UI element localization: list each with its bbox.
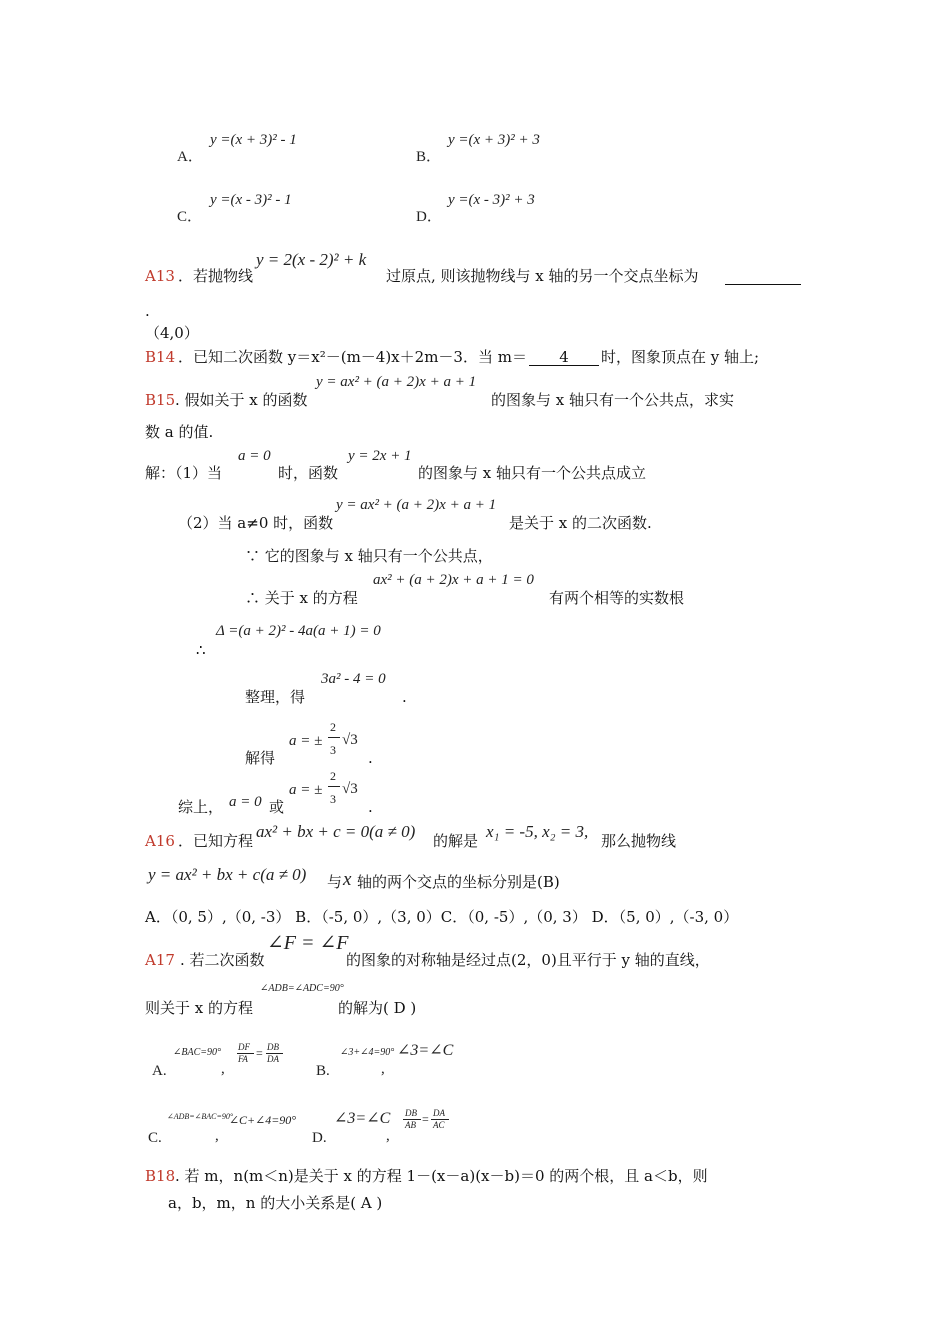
q18-line2: a，b，m，n 的大小关系是( A ) xyxy=(168,1194,383,1212)
q16-equation: ax² + bx + c = 0(a ≠ 0) xyxy=(256,822,416,841)
q16-post3: 轴的两个交点的坐标分别是(B) xyxy=(357,873,560,891)
q15-step4-eq: ax² + (a + 2)x + a + 1 = 0 xyxy=(373,572,534,588)
q15-step6-pre: 整理，得 xyxy=(245,688,306,706)
q15-step8-radical: √3 xyxy=(342,781,358,797)
q15-step7-numerator: 2 xyxy=(330,720,336,734)
q15-step7-pre: 解得 xyxy=(245,749,276,767)
q13-number: A13 xyxy=(145,267,175,285)
q17-option-d-label: D. xyxy=(312,1130,327,1146)
q17-option-d-eq1: ∠3=∠C xyxy=(334,1110,391,1127)
comma: , xyxy=(221,1061,225,1077)
q15-step7-radical: √3 xyxy=(342,732,358,748)
q15-step6-eq: 3a² - 4 = 0 xyxy=(321,671,386,687)
q17-option-b-label: B. xyxy=(316,1063,330,1079)
q17-option-d-frac2-den: AC xyxy=(433,1120,445,1130)
q14-post: 时，图象顶点在 y 轴上; xyxy=(601,348,760,366)
q13-post: 过原点, 则该抛物线与 x 轴的另一个交点坐标为 xyxy=(386,267,699,285)
q16-number: A16 xyxy=(145,832,175,850)
q16-mid: 的解是 xyxy=(433,832,479,850)
q18-number: B18 xyxy=(145,1167,176,1185)
comma: , xyxy=(386,1128,390,1144)
q17-number: A17 xyxy=(145,951,175,969)
q15-step1-pre: 解：（1）当 xyxy=(145,464,223,482)
q16-equation2: y = ax² + bx + c(a ≠ 0) xyxy=(148,865,307,884)
q15-step8-eq: a = ± xyxy=(289,782,323,798)
q15-step8-numerator: 2 xyxy=(330,769,336,783)
q15-step3: ∵ 它的图象与 x 轴只有一个公共点， xyxy=(245,547,493,565)
q13-blank xyxy=(725,269,801,285)
q15-step4-post: 有两个相等的实数根 xyxy=(549,589,685,607)
q16-x: x xyxy=(343,869,352,890)
option-a-equation: y =(x + 3)² - 1 xyxy=(210,132,297,148)
equals-sign: = xyxy=(256,1046,263,1060)
option-b-equation: y =(x + 3)² + 3 xyxy=(448,132,540,148)
q15-step7-eq: a = ± xyxy=(289,733,323,749)
q13-text: ．若抛物线 xyxy=(178,267,254,285)
q17-option-a-frac1-num: DF xyxy=(238,1042,250,1052)
q13-equation: y = 2(x - 2)² + k xyxy=(256,250,367,269)
fraction-bar xyxy=(328,737,340,738)
q14-text: ．已知二次函数 y＝x²－(m－4)x＋2m－3．当 m＝ xyxy=(178,348,527,366)
q17-option-a-eq: ∠BAC=90° xyxy=(173,1047,222,1058)
therefore-symbol: ∴ xyxy=(196,641,206,659)
option-c-label: C． xyxy=(177,209,203,225)
q17-line2-pre: 则关于 x 的方程 xyxy=(145,999,253,1017)
q16-post: 那么抛物线 xyxy=(601,832,677,850)
q15-step7-dot: . xyxy=(368,749,373,767)
q15-text: . 假如关于 x 的函数 xyxy=(175,391,308,409)
q15-step8-pre: 综上， xyxy=(178,798,224,816)
q15-equation: y = ax² + (a + 2)x + a + 1 xyxy=(316,374,477,390)
q15-step5-eq: Δ =(a + 2)² - 4a(a + 1) = 0 xyxy=(216,623,381,639)
q15-step8-denominator: 3 xyxy=(330,792,336,806)
q15-number: B15 xyxy=(145,391,176,409)
q14-answer: 4 xyxy=(529,350,599,366)
q15-line2: 数 a 的值. xyxy=(145,423,214,441)
q15-post: 的图象与 x 轴只有一个公共点，求实 xyxy=(491,391,734,409)
q16-text: ．已知方程 xyxy=(178,832,254,850)
q15-step4-pre: ∴ 关于 x 的方程 xyxy=(245,589,358,607)
q17-line2-post: 的解为( D ) xyxy=(338,999,417,1017)
q17-text: . 若二次函数 xyxy=(180,951,265,969)
q15-step6-dot: . xyxy=(402,688,407,706)
q16-roots: x₁ = -5, x₂ = 3, xyxy=(486,822,589,841)
q15-step1-post: 的图象与 x 轴只有一个公共点成立 xyxy=(418,464,646,482)
q17-equation: ∠F = ∠F xyxy=(267,932,349,954)
q17-option-c-label: C. xyxy=(148,1130,162,1146)
q17-line2-eq: ∠ADB=∠ADC=90° xyxy=(260,983,344,994)
comma: , xyxy=(381,1061,385,1077)
q17-option-d-frac2-num: DA xyxy=(433,1108,445,1118)
option-c-equation: y =(x - 3)² - 1 xyxy=(210,192,292,208)
option-d-label: D． xyxy=(416,209,442,225)
q15-step8-dot: . xyxy=(368,798,373,816)
q15-step7-denominator: 3 xyxy=(330,743,336,757)
q15-step2-post: 是关于 x 的二次函数. xyxy=(509,514,652,532)
q15-step1-eq: a = 0 xyxy=(238,448,271,464)
equals-sign: = xyxy=(422,1112,429,1126)
q17-option-a-frac2-num: DB xyxy=(267,1042,279,1052)
q17-option-d-frac1-num: DB xyxy=(405,1108,417,1118)
q17-option-a-frac2-den: DA xyxy=(267,1054,279,1064)
fraction-bar xyxy=(328,786,340,787)
q17-option-b-eq2: ∠3=∠C xyxy=(397,1042,454,1059)
option-a-label: A． xyxy=(177,149,203,165)
q17-option-a-frac1-den: FA xyxy=(238,1054,248,1064)
q15-step2-pre: （2）当 a≠0 时，函数 xyxy=(178,514,334,532)
q15-step8-or: 或 xyxy=(269,798,285,816)
q17-option-d-frac1-den: AB xyxy=(405,1120,416,1130)
q16-post2: 与 xyxy=(327,873,343,891)
q16-options: A．（0, 5）,（0, -3） B．（-5, 0）,（3, 0）C．（0, -5）,（0, 3） D．（5, 0）,（-3, 0） xyxy=(145,908,739,926)
q15-step8-eq1: a = 0 xyxy=(229,794,262,810)
q17-option-c-eq2: ∠C+∠4=90° xyxy=(229,1113,297,1127)
q17-option-a-label: A. xyxy=(152,1063,167,1079)
q15-step1-mid: 时，函数 xyxy=(278,464,339,482)
q15-step1-eq2: y = 2x + 1 xyxy=(348,448,412,464)
option-b-label: B． xyxy=(416,149,442,165)
option-d-equation: y =(x - 3)² + 3 xyxy=(448,192,535,208)
comma: , xyxy=(215,1128,219,1144)
q15-step2-eq: y = ax² + (a + 2)x + a + 1 xyxy=(336,497,497,513)
q13-answer: （4,0） xyxy=(145,324,199,342)
q13-dot: . xyxy=(145,302,150,320)
q18-text: . 若 m，n(m＜n)是关于 x 的方程 1－(x－a)(x－b)＝0 的两个根，且 a＜b，则 xyxy=(175,1167,708,1185)
q17-option-b-eq1: ∠3+∠4=90° xyxy=(340,1047,395,1058)
q14-number: B14 xyxy=(145,348,176,366)
q17-post: 的图象的对称轴是经过点(2，0)且平行于 y 轴的直线， xyxy=(346,951,710,969)
q17-option-c-eq1: ∠ADB=∠BAC=90° xyxy=(167,1112,234,1121)
